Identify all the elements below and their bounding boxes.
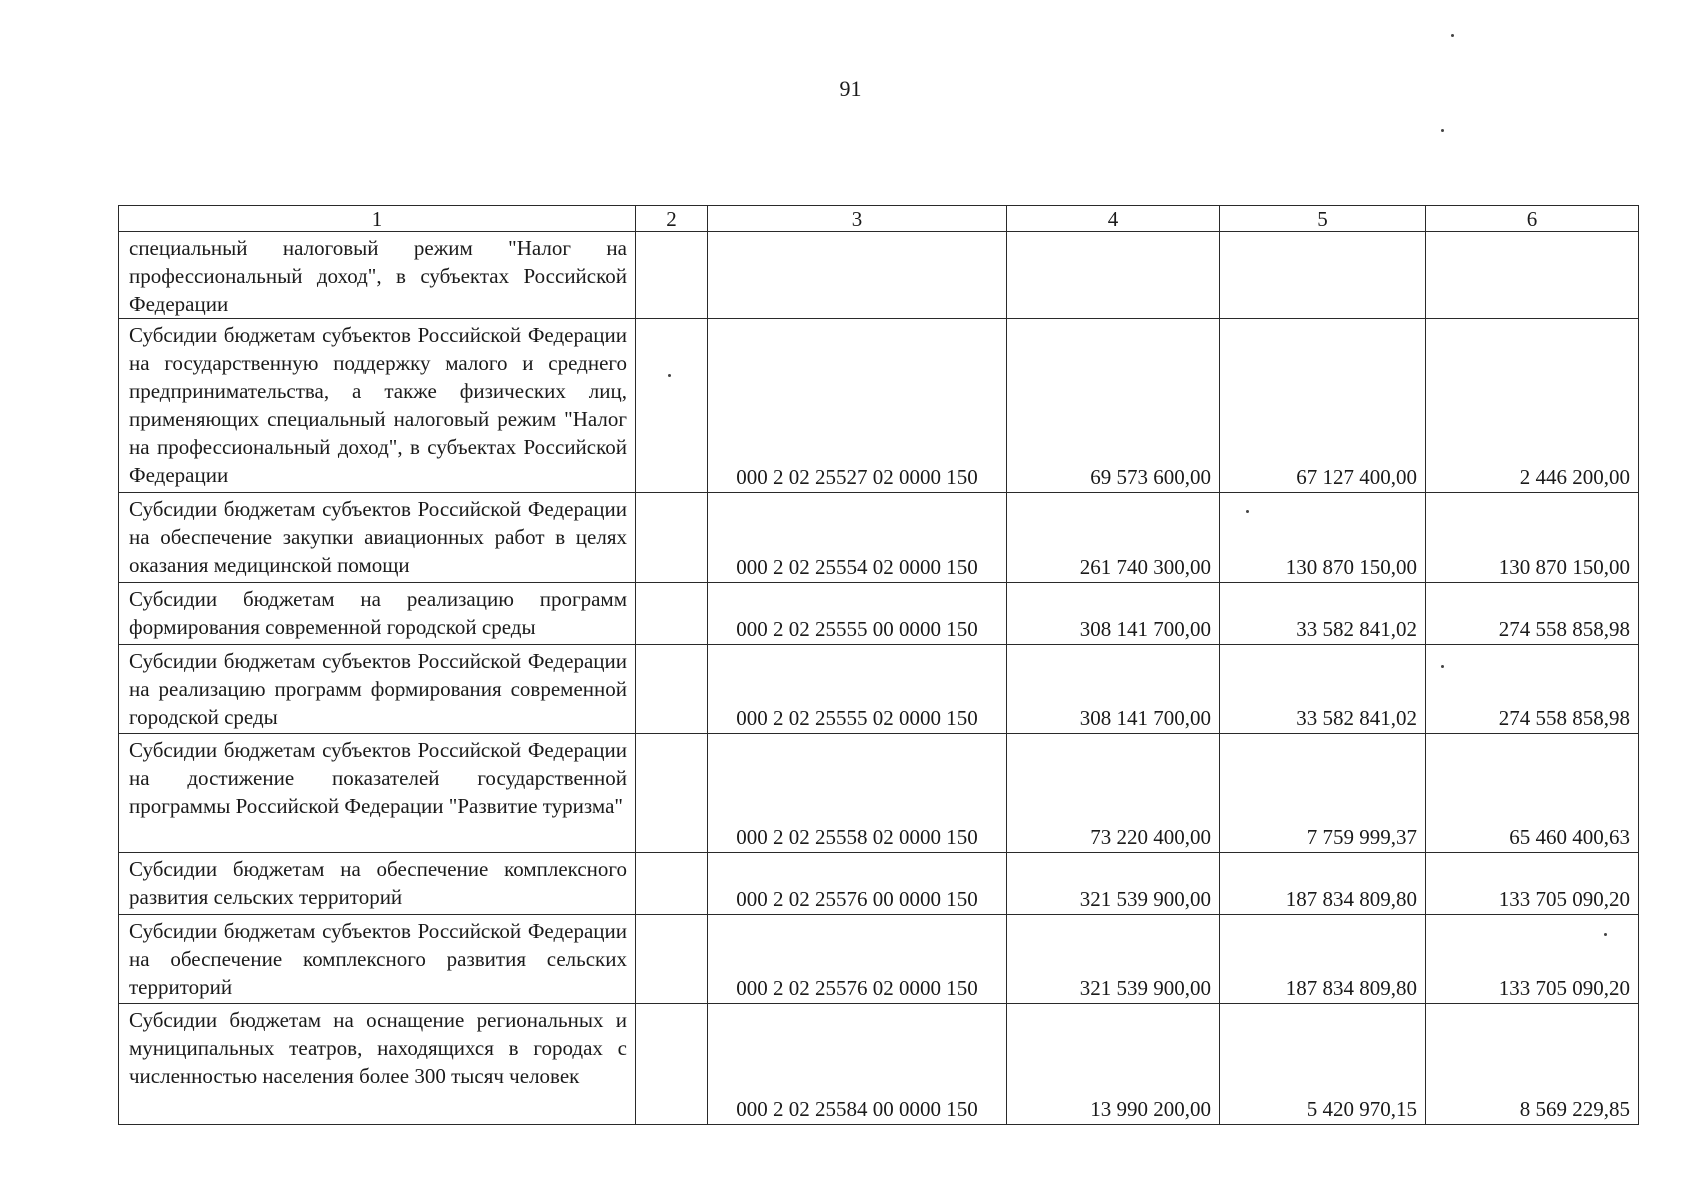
column-header-3: 3: [708, 206, 1007, 232]
column-header-2: 2: [636, 206, 708, 232]
column-header-6: 6: [1426, 206, 1639, 232]
table-row: [119, 319, 1639, 493]
row-amount-executed: 130 870 150,00: [1220, 493, 1426, 583]
row-col2: [636, 853, 708, 915]
row-code: 000 2 02 25558 02 0000 150: [708, 734, 1007, 853]
row-amount-remaining: 65 460 400,63: [1426, 734, 1639, 853]
row-col2: [636, 645, 708, 734]
row-amount-remaining: 133 705 090,20: [1426, 915, 1639, 1004]
row-code: 000 2 02 25576 02 0000 150: [708, 915, 1007, 1004]
row-description: Субсидии бюджетам субъектов Российской Федерации на обеспечение закупки авиационных работ в целях оказания медицинской помощи: [119, 493, 636, 583]
row-amount-total: 69 573 600,00: [1007, 319, 1220, 493]
scan-speck: [1441, 129, 1444, 132]
row-amount-total: 321 539 900,00: [1007, 853, 1220, 915]
table-header-row: [119, 206, 1639, 232]
row-amount-total: 13 990 200,00: [1007, 1004, 1220, 1125]
row-col2: [636, 915, 708, 1004]
row-code: 000 2 02 25527 02 0000 150: [708, 319, 1007, 493]
row-col2: [636, 232, 708, 319]
row-amount-executed: 187 834 809,80: [1220, 915, 1426, 1004]
row-amount-executed: [1220, 232, 1426, 319]
table-row: [119, 583, 1639, 645]
row-amount-executed: 33 582 841,02: [1220, 583, 1426, 645]
row-description: Субсидии бюджетам субъектов Российской Федерации на обеспечение комплексного развития сельских территорий: [119, 915, 636, 1004]
row-amount-executed: 187 834 809,80: [1220, 853, 1426, 915]
row-amount-total: 261 740 300,00: [1007, 493, 1220, 583]
scan-speck: [1451, 34, 1454, 37]
table-row: [119, 645, 1639, 734]
row-amount-remaining: 130 870 150,00: [1426, 493, 1639, 583]
scan-speck: [1246, 510, 1249, 513]
row-amount-total: 308 141 700,00: [1007, 645, 1220, 734]
row-amount-remaining: 274 558 858,98: [1426, 645, 1639, 734]
row-amount-total: 308 141 700,00: [1007, 583, 1220, 645]
row-description: Субсидии бюджетам на реализацию программ формирования современной городской среды: [119, 583, 636, 645]
row-code: 000 2 02 25554 02 0000 150: [708, 493, 1007, 583]
row-col2: [636, 1004, 708, 1125]
page-number: 91: [839, 76, 862, 101]
row-description: специальный налоговый режим "Налог на профессиональный доход", в субъектах Российской Федерации: [119, 232, 636, 319]
table-row: [119, 915, 1639, 1004]
row-col2: [636, 734, 708, 853]
row-amount-executed: 5 420 970,15: [1220, 1004, 1426, 1125]
column-header-4: 4: [1007, 206, 1220, 232]
table-row: [119, 853, 1639, 915]
row-col2: [636, 583, 708, 645]
row-col2: [636, 493, 708, 583]
row-code: 000 2 02 25584 00 0000 150: [708, 1004, 1007, 1125]
row-amount-executed: 7 759 999,37: [1220, 734, 1426, 853]
row-code: 000 2 02 25576 00 0000 150: [708, 853, 1007, 915]
row-amount-remaining: 2 446 200,00: [1426, 319, 1639, 493]
row-amount-remaining: [1426, 232, 1639, 319]
row-description: Субсидии бюджетам субъектов Российской Федерации на достижение показателей государственной программы Российской Федерации "Развитие туризма": [119, 734, 636, 853]
budget-table: [118, 205, 1639, 1125]
table-row: [119, 734, 1639, 853]
table-row: [119, 493, 1639, 583]
row-description: Субсидии бюджетам на оснащение региональных и муниципальных театров, находящихся в городах с численностью населения более 300 тысяч человек: [119, 1004, 636, 1125]
row-description: Субсидии бюджетам на обеспечение комплексного развития сельских территорий: [119, 853, 636, 915]
row-amount-remaining: 274 558 858,98: [1426, 583, 1639, 645]
row-amount-total: 321 539 900,00: [1007, 915, 1220, 1004]
row-amount-remaining: 8 569 229,85: [1426, 1004, 1639, 1125]
row-amount-executed: 33 582 841,02: [1220, 645, 1426, 734]
column-header-5: 5: [1220, 206, 1426, 232]
row-description: Субсидии бюджетам субъектов Российской Федерации на государственную поддержку малого и среднего предпринимательства, а также физических лиц, применяющих специальный налоговый режим "Налог на профессиональный доход", в субъектах Российской Федерации: [119, 319, 636, 493]
row-col2: [636, 319, 708, 493]
row-amount-total: 73 220 400,00: [1007, 734, 1220, 853]
row-amount-total: [1007, 232, 1220, 319]
row-code: 000 2 02 25555 00 0000 150: [708, 583, 1007, 645]
scan-speck: [1604, 933, 1607, 936]
row-code: [708, 232, 1007, 319]
column-header-1: 1: [119, 206, 636, 232]
scan-speck: [668, 374, 671, 377]
row-code: 000 2 02 25555 02 0000 150: [708, 645, 1007, 734]
table-row: [119, 1004, 1639, 1125]
scan-speck: [1441, 665, 1444, 668]
row-amount-executed: 67 127 400,00: [1220, 319, 1426, 493]
row-amount-remaining: 133 705 090,20: [1426, 853, 1639, 915]
table-row: [119, 232, 1639, 319]
row-description: Субсидии бюджетам субъектов Российской Федерации на реализацию программ формирования современной городской среды: [119, 645, 636, 734]
